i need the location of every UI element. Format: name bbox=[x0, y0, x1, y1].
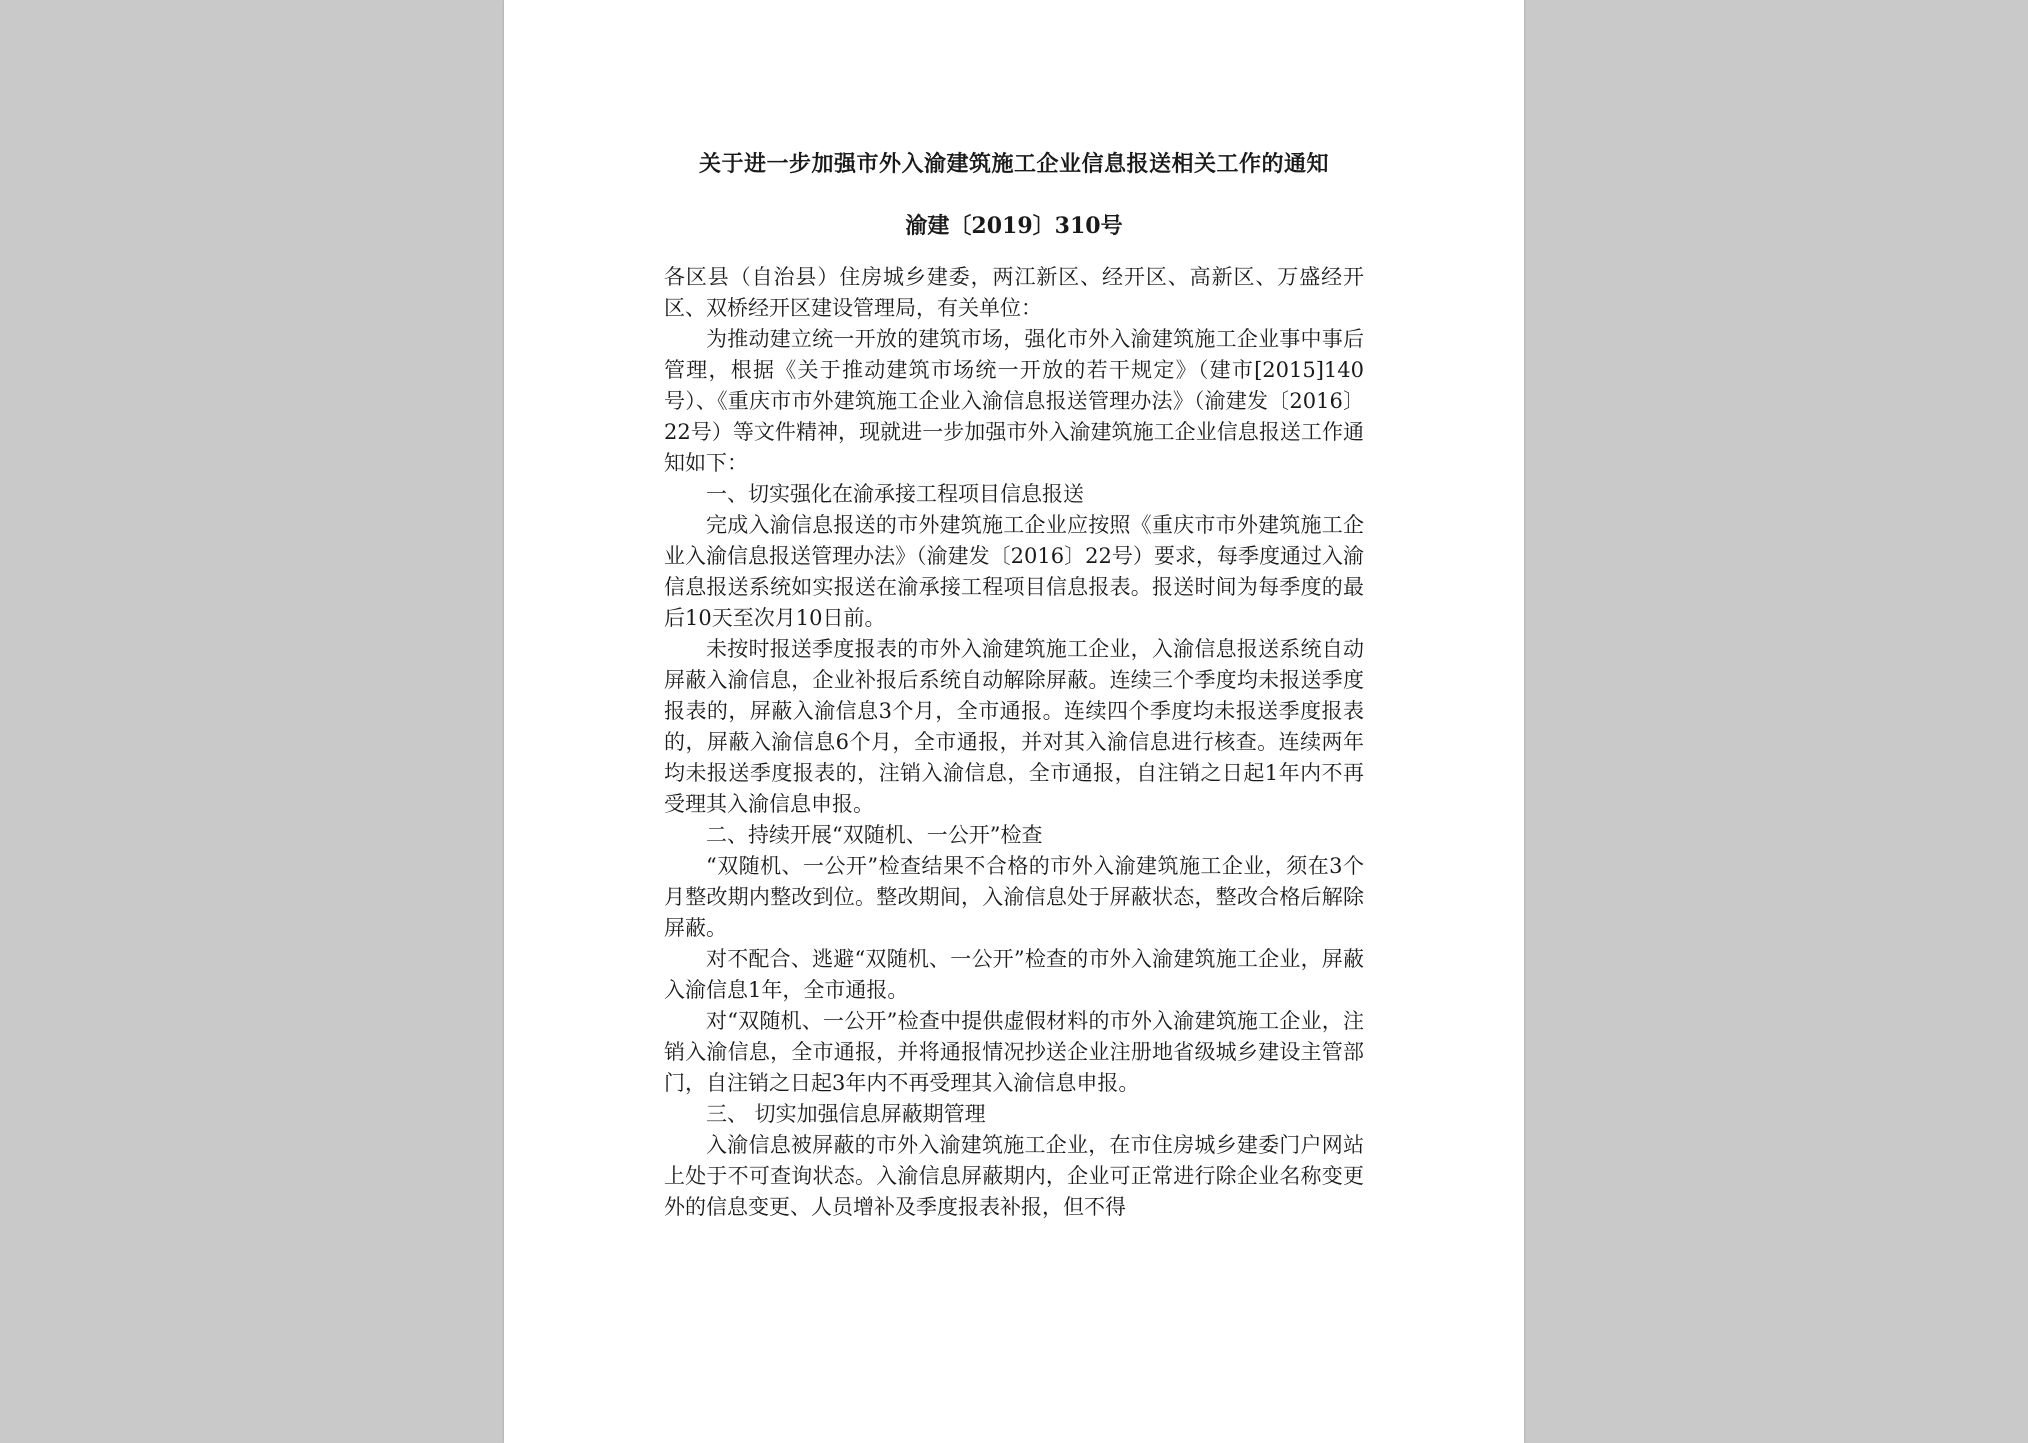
document-title: 关于进一步加强市外入渝建筑施工企业信息报送相关工作的通知 bbox=[698, 151, 1329, 177]
document-number: 渝建〔2019〕310号 bbox=[905, 213, 1123, 239]
document-page bbox=[504, 0, 1524, 1443]
paragraph-intro: 为推动建立统一开放的建筑市场，强化市外入渝建筑施工企业事中事后管理，根据《关于推动建筑市场统一开放的若干规定》（建市[2015]140号）、《重庆市市外建筑施工企业入渝信息报送管理办法》（渝建发〔2016〕22号）等文件精神，现就进一步加强市外入渝建筑施工企业信息报送工作通知如下： bbox=[664, 327, 1364, 475]
paragraph-section2-a: “双随机、一公开”检查结果不合格的市外入渝建筑施工企业，须在3个月整改期内整改到位。整改期间，入渝信息处于屏蔽状态，整改合格后解除屏蔽。 bbox=[664, 854, 1364, 940]
section-heading-2: 二、持续开展“双随机、一公开”检查 bbox=[706, 823, 1043, 847]
section-heading-1: 一、切实强化在渝承接工程项目信息报送 bbox=[706, 482, 1084, 506]
paragraph-section2-c: 对“双随机、一公开”检查中提供虚假材料的市外入渝建筑施工企业，注销入渝信息，全市通报，并将通报情况抄送企业注册地省级城乡建设主管部门，自注销之日起3年内不再受理其入渝信息申报。 bbox=[664, 1009, 1364, 1095]
addressee: 各区县（自治县）住房城乡建委，两江新区、经开区、高新区、万盛经开区、双桥经开区建设管理局，有关单位： bbox=[664, 265, 1364, 320]
paragraph-section2-b: 对不配合、逃避“双随机、一公开”检查的市外入渝建筑施工企业，屏蔽入渝信息1年，全市通报。 bbox=[664, 947, 1364, 1002]
section-heading-3: 三、 切实加强信息屏蔽期管理 bbox=[706, 1102, 986, 1126]
paragraph-section1-b: 未按时报送季度报表的市外入渝建筑施工企业，入渝信息报送系统自动屏蔽入渝信息，企业补报后系统自动解除屏蔽。连续三个季度均未报送季度报表的，屏蔽入渝信息3个月，全市通报。连续四个季度均未报送季度报表的，屏蔽入渝信息6个月，全市通报，并对其入渝信息进行核查。连续两年均未报送季度报表的，注销入渝信息，全市通报，自注销之日起1年内不再受理其入渝信息申报。 bbox=[664, 637, 1364, 816]
document-content bbox=[664, 142, 1364, 1223]
paragraph-section1-a: 完成入渝信息报送的市外建筑施工企业应按照《重庆市市外建筑施工企业入渝信息报送管理办法》（渝建发〔2016〕22号）要求，每季度通过入渝信息报送系统如实报送在渝承接工程项目信息报表。报送时间为每季度的最后10天至次月10日前。 bbox=[664, 513, 1364, 630]
paragraph-section3-a: 入渝信息被屏蔽的市外入渝建筑施工企业，在市住房城乡建委门户网站上处于不可查询状态。入渝信息屏蔽期内，企业可正常进行除企业名称变更外的信息变更、人员增补及季度报表补报，但不得 bbox=[664, 1133, 1364, 1219]
